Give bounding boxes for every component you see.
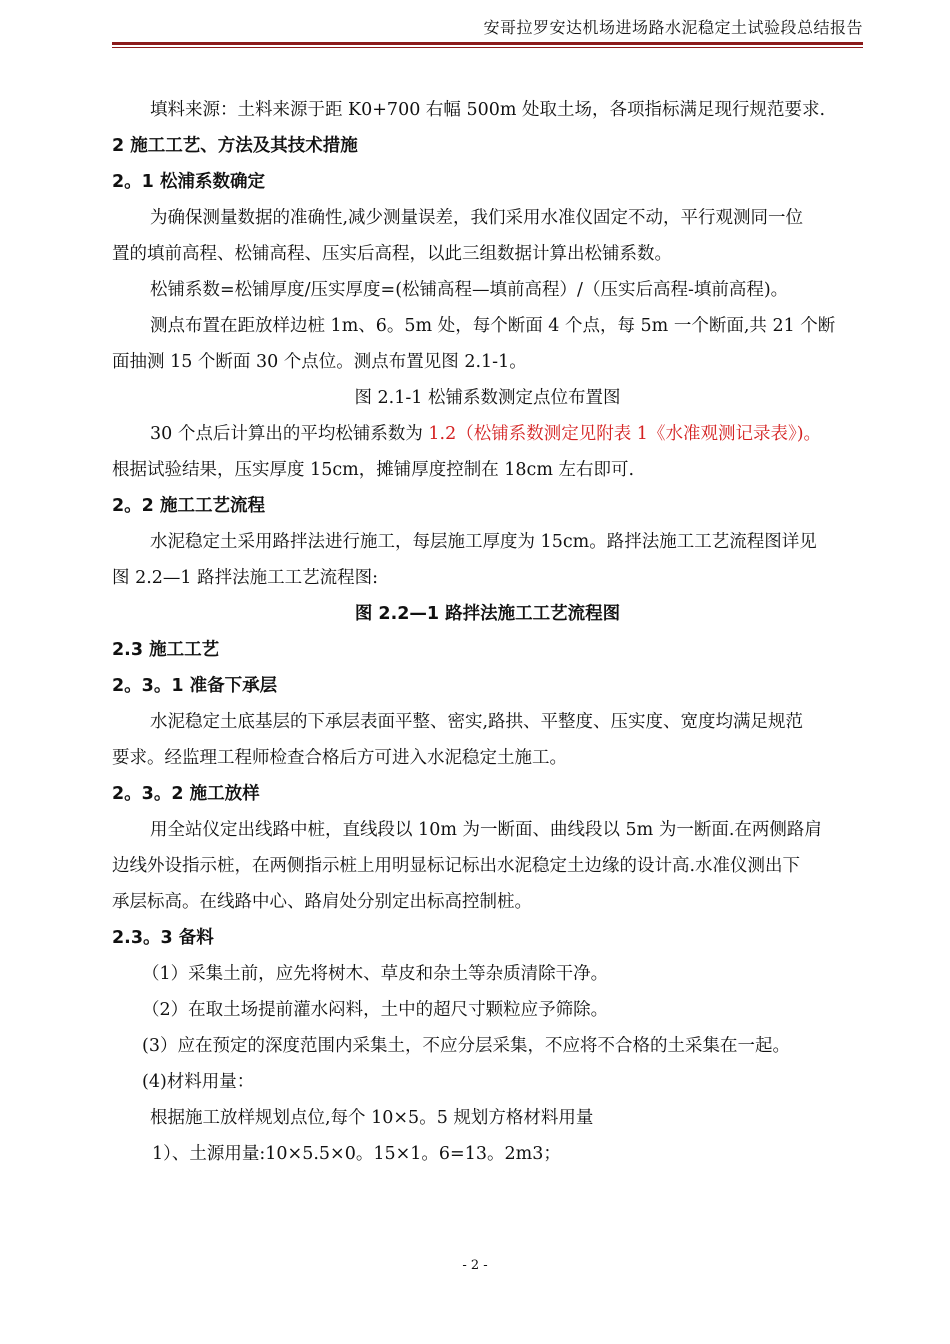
text-span: （松铺系数测定见附表 1《水准观测记录表》)。 [456, 424, 822, 444]
paragraph-line: 用全站仪定出线路中桩，直线段以 10m 为一断面、曲线段以 5m 为一断面.在两侧路肩 [150, 820, 822, 840]
text-span: 30 个点后计算出的平均松铺系数为 [150, 424, 429, 444]
paragraph-line: 水泥稳定土采用路拌法进行施工，每层施工厚度为 15cm。路拌法施工工艺流程图详见 [150, 532, 817, 552]
section-heading-2-3-2: 2。3。2 施工放样 [112, 784, 260, 804]
paragraph-line: 为确保测量数据的准确性,减少测量误差，我们采用水准仪固定不动，平行观测同一位 [150, 208, 804, 228]
list-item: （2）在取土场提前灌水闷料，土中的超尺寸颗粒应予筛除。 [142, 1000, 609, 1020]
list-item: （1）采集土前，应先将树木、草皮和杂土等杂质清除干净。 [142, 964, 609, 984]
figure-caption-2-1-1: 图 2.1-1 松铺系数测定点位布置图 [354, 388, 621, 408]
page-number: - 2 - [462, 1258, 488, 1273]
paragraph-line: 边线外设指示桩，在两侧指示桩上用明显标记标出水泥稳定土边缘的设计高.水准仪测出下 [112, 856, 801, 876]
section-heading-2-1: 2。1 松浦系数确定 [112, 172, 265, 192]
page-body [112, 92, 863, 1172]
paragraph-line: 测点布置在距放样边桩 1m、6。5m 处，每个断面 4 个点，每 5m 一个断面,共 21 个断 [150, 316, 836, 336]
paragraph-line: 根据施工放样规划点位,每个 10×5。5 规划方格材料用量 [150, 1108, 594, 1128]
section-heading-2-3-1: 2。3。1 准备下承层 [112, 676, 278, 696]
section-heading-2-3-3: 2.3。3 备料 [112, 928, 214, 948]
list-item: (4)材料用量： [142, 1072, 255, 1092]
header-rule-thin [112, 47, 863, 48]
section-heading-2: 2 施工工艺、方法及其技术措施 [112, 136, 358, 156]
paragraph-line: 根据试验结果，压实厚度 15cm，摊铺厚度控制在 18cm 左右即可. [112, 460, 635, 480]
figure-caption-2-2-1: 图 2.2—1 路拌法施工工艺流程图 [354, 604, 621, 624]
list-item: (3）应在预定的深度范围内采集土，不应分层采集，不应将不合格的土采集在一起。 [142, 1036, 790, 1056]
paragraph-line: 要求。经监理工程师检查合格后方可进入水泥稳定土施工。 [112, 748, 567, 768]
paragraph-line: 承层标高。在线路中心、路肩处分别定出标高控制桩。 [112, 892, 532, 912]
paragraph-line [112, 416, 863, 452]
header-rule-thick [112, 42, 863, 45]
fill-source-paragraph: 填料来源：土料来源于距 K0+700 右幅 500m 处取土场，各项指标满足现行规范要求. [150, 100, 826, 120]
paragraph-line: 图 2.2—1 路拌法施工工艺流程图: [112, 568, 378, 588]
section-heading-2-3: 2.3 施工工艺 [112, 640, 220, 660]
formula-line: 松铺系数=松铺厚度/压实厚度=(松铺高程—填前高程）/（压实后高程-填前高程)。 [150, 280, 789, 300]
running-header: 安哥拉罗安达机场进场路水泥稳定土试验段总结报告 [483, 18, 863, 37]
paragraph-line: 面抽测 15 个断面 30 个点位。测点布置见图 2.1-1。 [112, 352, 527, 372]
loose-factor-value: 1.2 [428, 424, 457, 444]
paragraph-line: 置的填前高程、松铺高程、压实后高程，以此三组数据计算出松铺系数。 [112, 244, 672, 264]
paragraph-line: 水泥稳定土底基层的下承层表面平整、密实,路拱、平整度、压实度、宽度均满足规范 [150, 712, 804, 732]
section-heading-2-2: 2。2 施工工艺流程 [112, 496, 265, 516]
paragraph-line: 1）、土源用量:10×5.5×0。15×1。6=13。2m3； [152, 1144, 561, 1164]
